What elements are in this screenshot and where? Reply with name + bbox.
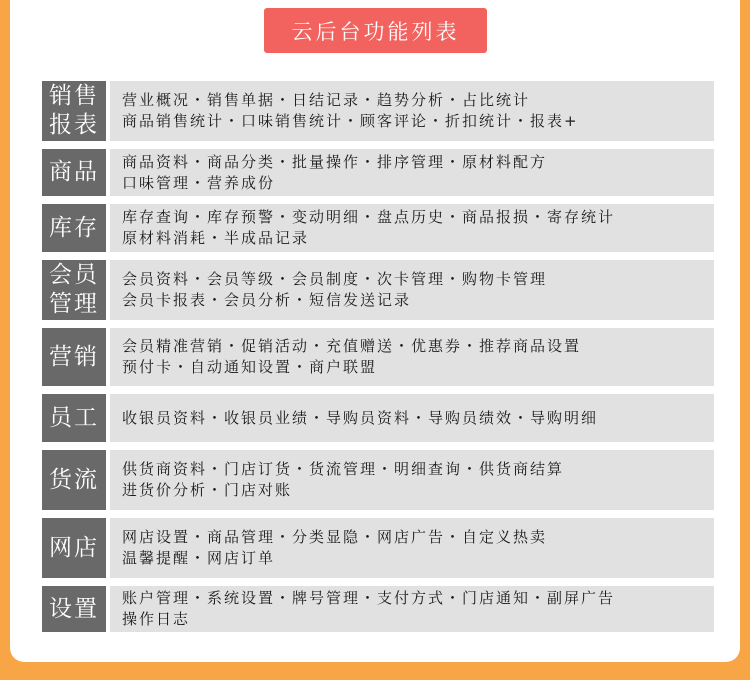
feature-line: 商品资料・商品分类・批量操作・排序管理・原材料配方 [122,152,548,171]
category-label-line: 营销 [49,343,99,370]
feature-line: 会员精准营销・促销活动・充值赠送・优惠券・推荐商品设置 [122,337,582,355]
section-sales-reports [42,81,714,141]
category-label-line: 商品 [49,159,99,185]
category-label-line: 销售 [49,83,99,109]
feature-items [110,204,714,252]
category-label [42,586,106,632]
category-label-line: 管理 [49,291,99,317]
feature-items [110,149,714,196]
page-title: 云后台功能列表 [264,8,487,53]
feature-items [110,81,714,141]
feature-line: 会员卡报表・会员分析・短信发送记录 [122,291,412,309]
feature-items [110,586,714,632]
section-products [42,149,714,196]
feature-line: 库存查询・库存预警・变动明细・盘点历史・商品报损・寄存统计 [122,208,616,226]
feature-line: 进货价分析・门店对账 [122,481,293,499]
feature-items [110,394,714,442]
feature-items [110,450,714,510]
feature-line: 网店设置・商品管理・分类显隐・网店广告・自定义热卖 [122,528,548,546]
section-member-management [42,260,714,320]
feature-items [110,518,714,578]
feature-line: 温馨提醒・网店订单 [122,549,276,567]
category-label [42,450,106,510]
category-label-line: 网店 [49,534,99,561]
category-label-line: 库存 [49,214,99,241]
feature-line: 口味管理・营养成份 [122,173,276,192]
feature-line: 预付卡・自动通知设置・商户联盟 [122,358,378,376]
category-label-line: 会员 [49,262,99,288]
feature-line: 营业概况・销售单据・日结记录・趋势分析・占比统计 [122,91,531,109]
category-label [42,204,106,252]
section-inventory [42,204,714,252]
feature-items [110,328,714,386]
feature-line: 会员资料・会员等级・会员制度・次卡管理・购物卡管理 [122,270,548,288]
section-marketing [42,328,714,386]
category-label-line: 设置 [49,595,99,622]
section-online-store [42,518,714,578]
category-label [42,260,106,320]
section-logistics [42,450,714,510]
category-label [42,328,106,386]
category-label [42,149,106,196]
feature-line: 收银员资料・收银员业绩・导购员资料・导购员绩效・导购明细 [122,408,599,427]
feature-line: 供货商资料・门店订货・货流管理・明细查询・供货商结算 [122,460,565,478]
feature-line: 商品销售统计・口味销售统计・顾客评论・折扣统计・报表+ [122,112,579,130]
section-settings [42,586,714,632]
category-label [42,394,106,442]
feature-line: 操作日志 [122,610,191,628]
category-label-line: 员工 [49,404,99,431]
category-label [42,81,106,141]
category-label-line: 报表 [49,112,99,138]
feature-line: 账户管理・系统设置・牌号管理・支付方式・门店通知・副屏广告 [122,589,616,607]
feature-items [110,260,714,320]
feature-line: 原材料消耗・半成品记录 [122,229,310,247]
category-label-line: 货流 [49,466,99,493]
section-staff [42,394,714,442]
category-label [42,518,106,578]
